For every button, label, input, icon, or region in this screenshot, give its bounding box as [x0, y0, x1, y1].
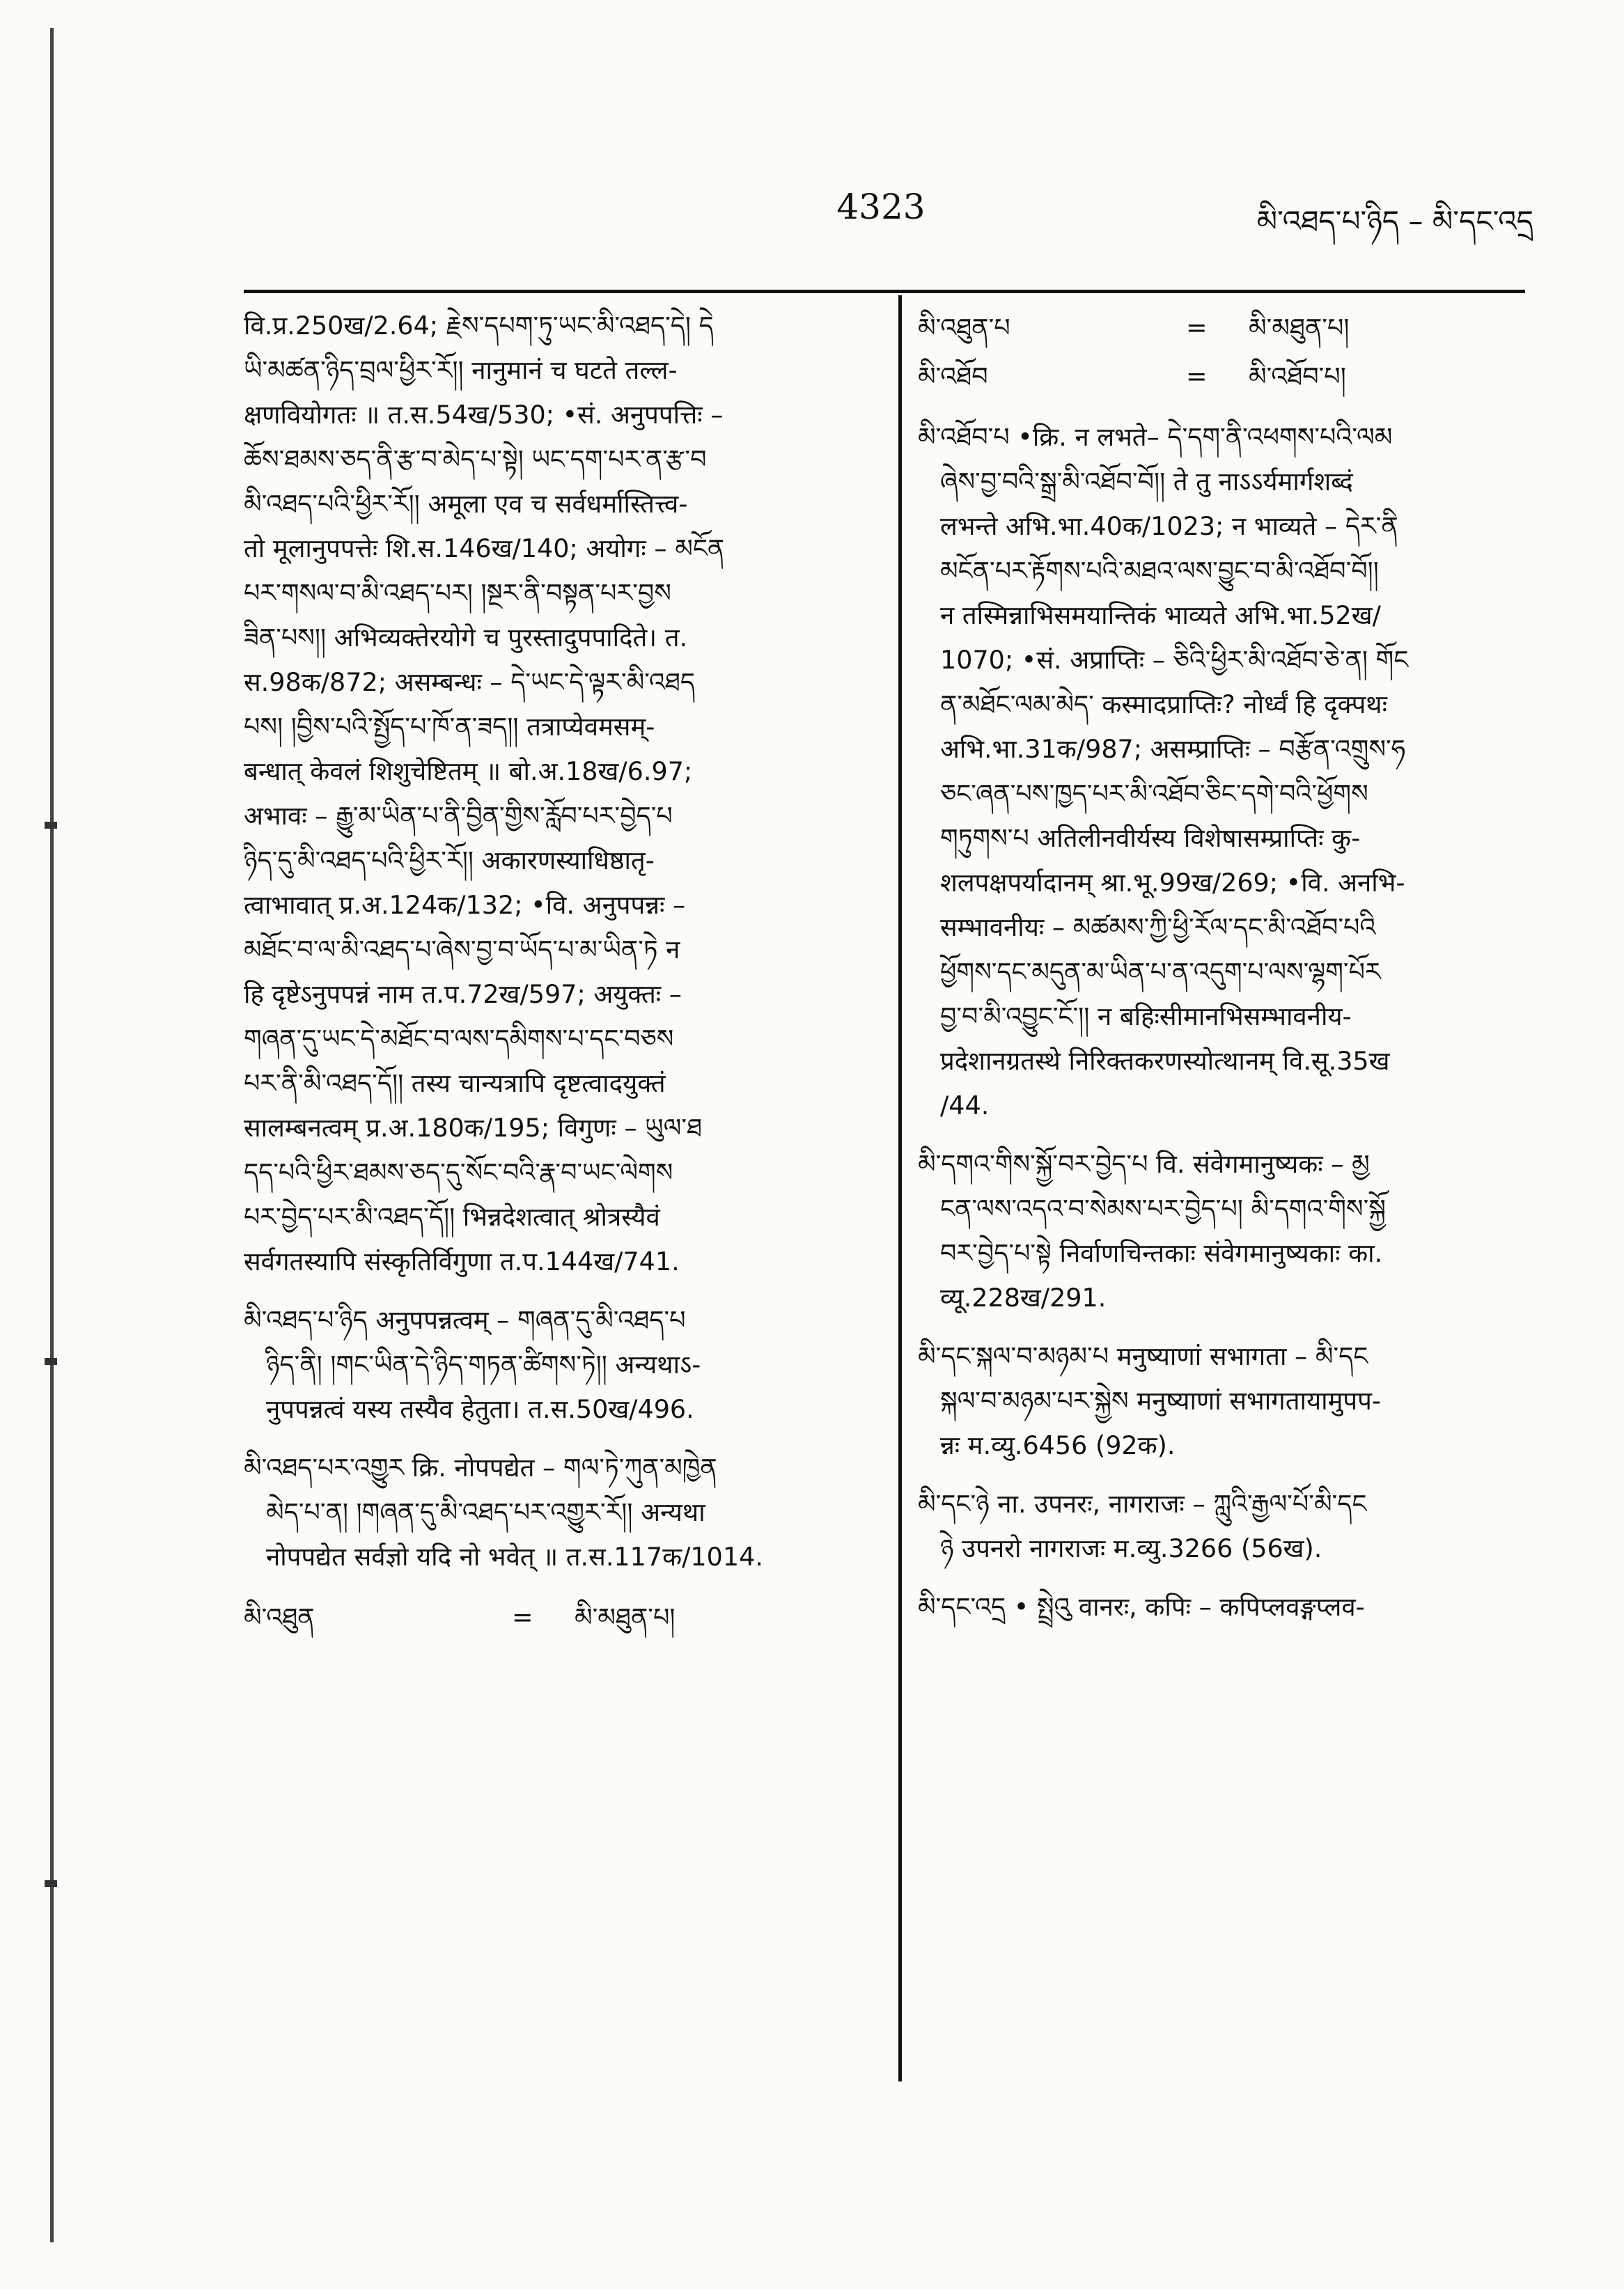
dictionary-entry [244, 1446, 883, 1579]
cross-ref-equals: = [512, 1602, 533, 1632]
text-line: ཆོས་ཐམས་ཅད་ནི་རྩ་བ་མེད་པ་སྟེ། ཡང་དག་པར་ན་རྩ་བ [244, 444, 707, 474]
binding-edge [50, 28, 54, 2242]
text-line: མངོན་པར་རྟོགས་པའི་མཐའ་ལས་བྱུང་བ་མི་འཐོབ་བོ།། [940, 556, 1379, 586]
text-line: लभन्ते अभि.भा.40क/1023; न भाव्यते – དེར་ནི [940, 511, 1398, 541]
running-head: མི་འཐད་པ་ཉིད – མི་དང་འདྲ [1256, 204, 1533, 238]
left-column [244, 304, 883, 1642]
cross-ref-target: མི་མཐུན་པ། [575, 1602, 676, 1632]
dictionary-entry [918, 1482, 1531, 1571]
text-line: त्वाभावात् प्र.अ.124क/132; •वि. अनुपपन्नः – [244, 890, 686, 920]
column-divider [898, 295, 902, 2081]
text-line: པར་ནི་མི་འཐད་དོ།། तस्य चान्यत्रापि दृष्टत्वादयुक्तं [244, 1068, 666, 1098]
entry-continuation [244, 304, 883, 1284]
text-line: व्यू.228ख/291. [940, 1283, 1107, 1313]
text-line: न तस्मिन्नाभिसमयान्तिकं भाव्यते अभि.भा.52ख/ [940, 600, 1381, 630]
binding-mark [45, 1880, 57, 1887]
text-line: अभि.भा.31क/987; असम्प्राप्तिः – བརྩོན་འགྲུས་ཧ [940, 734, 1406, 764]
text-line: ཡི་མཚན་ཉིད་བྲལ་ཕྱིར་རོ།། नानुमानं च घटते तल्ल- [244, 355, 678, 385]
text-line: नोपपद्येत सर्वज्ञो यदि नो भवेत् ॥ त.स.117क/1014. [266, 1542, 763, 1572]
page-number: 4323 [836, 187, 926, 227]
text-line: ཞེས་བྱ་བའི་སྒྲ་མི་འཐོབ་བོ།། ते तु नाऽऽर्यमार्गशब्दं [940, 467, 1353, 497]
text-line: པས། །བྱིས་པའི་སྤྱོད་པ་ཁོ་ན་ཟད།། तत्राप्येवमसम्- [244, 712, 655, 742]
cross-ref-target: མི་མཐུན་པ། [1249, 313, 1350, 343]
cross-ref-term: མི་འཐུན [244, 1602, 315, 1632]
cross-ref-target: མི་འཐོབ་པ། [1249, 361, 1346, 391]
text-line: མཐོང་བ་ལ་མི་འཐད་པ་ཞེས་བྱ་བ་ཡོད་པ་མ་ཡིན་ཏེ न [244, 935, 680, 964]
cross-reference [244, 1593, 883, 1642]
text-line: སྐལ་བ་མཉམ་པར་སྐྱེས मनुष्याणां सभागतायामुपप- [940, 1386, 1382, 1416]
text-line: 1070; •सं. अप्राप्तिः – ཅིའི་ཕྱིར་མི་འཐོབ་ཅེ་ན། གོང [940, 645, 1409, 675]
text-line: वि.प्र.250ख/2.64; རྗེས་དཔག་ཏུ་ཡང་མི་འཐད་དེ། དེ [244, 311, 714, 341]
cross-reference [918, 352, 1531, 401]
header-rule [244, 290, 1525, 293]
entry-headword-line: མི་འཐོབ་པ •क्रि. न लभते– དེ་དག་ནི་འཕགས་པའི་ལམ [918, 422, 1393, 452]
dictionary-entry [918, 1585, 1531, 1630]
text-line: अभावः – རྒྱུ་མ་ཡིན་པ་ནི་བྱིན་གྱིས་རློབ་པར་བྱེད་པ [244, 801, 673, 831]
cross-ref-equals: = [1186, 313, 1208, 343]
cross-reference [918, 304, 1531, 352]
text-line: ཟིན་པས།། अभिव्यक्तेरयोगे च पुरस्तादुपपादिते। त. [244, 623, 688, 653]
text-line: सालम्बनत्वम् प्र.अ.180क/195; विगुणः – ཡུལ་ཐ [244, 1113, 703, 1143]
text-line: /44. [940, 1091, 990, 1120]
right-column [918, 304, 1531, 1630]
text-line: ཉིད་དུ་མི་འཐད་པའི་ཕྱིར་རོ།། अकारणस्याधिष्ठातृ- [244, 845, 655, 875]
entry-headword-line: མི་འཐད་པ་ཉིད अनुपपन्नत्वम् – གཞན་དུ་མི་འཐད་པ [244, 1305, 686, 1335]
text-line: ཅང་ཞན་པས་ཁྱད་པར་མི་འཐོབ་ཅིང་དགེ་བའི་ཕྱོགས [940, 779, 1368, 808]
text-line: न्नः म.व्यु.6456 (92क). [940, 1430, 1176, 1460]
text-line: བར་བྱེད་པ་སྟེ निर्वाणचिन्तकाः संवेगमानुष्यकाः का. [940, 1238, 1383, 1268]
cross-ref-term: མི་འཐོབ [918, 361, 988, 391]
text-line: དད་པའི་ཕྱིར་ཐམས་ཅད་དུ་སོང་བའི་རྣ་བ་ཡང་ལེགས [244, 1157, 673, 1187]
entry-headword-line: མི་དང་ཉེ ना. उपनरः, नागराजः – ཀླུའི་རྒྱལ་པོ་མི་དང [918, 1489, 1367, 1519]
text-line: གཞན་དུ་ཡང་དེ་མཐོང་བ་ལས་དམིགས་པ་དང་བཅས [244, 1024, 674, 1054]
dictionary-entry [918, 415, 1531, 1128]
text-line: པར་གསལ་བ་མི་འཐད་པར། །སྔར་ནི་བསྟན་པར་བྱས [244, 578, 671, 608]
text-line: གཏུགས་པ अतिलीनवीर्यस्य विशेषासम्प्राप्तिः कु- [940, 823, 1361, 853]
text-line: བྱ་བ་མི་འབྱུང་ངོ་།། न बहिःसीमानभिसम्भावनीय- [940, 1001, 1352, 1031]
text-line: सम्भावनीयः – མཚམས་ཀྱི་ཕྱི་རོལ་དང་མི་འཐོབ་པའི [940, 912, 1376, 942]
text-line: ཕྱོགས་དང་མདུན་མ་ཡིན་པ་ན་འདུག་པ་ལས་ལྷག་པོར [940, 957, 1381, 987]
text-line: तो मूलानुपपत्तेः शि.स.146ख/140; अयोगः – མངོན [244, 533, 725, 563]
cross-ref-term: མི་འཐུན་པ [918, 313, 1010, 343]
entry-headword-line: མི་འཐད་པར་འགྱུར क्रि. नोपपद्येत – གལ་ཏེ་ཀུན་མཁྱེན [244, 1453, 717, 1483]
text-line: ཉེ उपनरो नागराजः म.व्यु.3266 (56ख). [940, 1533, 1322, 1563]
dictionary-entry [918, 1334, 1531, 1468]
text-line: प्रदेशानग्रतस्थे निरिक्तकरणस्योत्थानम् वि.सू.35ख [940, 1046, 1390, 1076]
dictionary-entry [244, 1298, 883, 1432]
text-line: शलपक्षपर्यादानम् श्रा.भू.99ख/269; •वि. अनभि- [940, 868, 1405, 898]
text-line: क्षणवियोगतः ॥ त.स.54ख/530; •सं. अनुपपत्तिः – [244, 400, 724, 430]
text-line: མེད་པ་ན། །གཞན་དུ་མི་འཐད་པར་འགྱུར་རོ།། अन्यथा [266, 1497, 705, 1527]
dictionary-entry [918, 1142, 1531, 1320]
entry-headword-line: མི་དགའ་གིས་སྐྱོ་བར་བྱེད་པ वि. संवेगमानुष्यकः – མྱ [918, 1149, 1370, 1179]
entry-headword-line: མི་དང་འདྲ • སྤྲེའུ वानरः, कपिः – कपिप्लवङ्गप्लव- [918, 1592, 1365, 1622]
entry-headword-line: མི་དང་སྐལ་བ་མཉམ་པ मनुष्याणां सभागता – མི་དང [918, 1341, 1368, 1371]
text-line: बन्धात् केवलं शिशुचेष्टितम् ॥ बो.अ.18ख/6.97; [244, 756, 693, 786]
text-line: ན་མཐོང་ལམ་མེད་ कस्मादप्राप्तिः? नोर्ध्वं हि दृक्पथः [940, 689, 1388, 719]
text-line: हि दृष्टेऽनुपपन्नं नाम त.प.72ख/597; अयुक्तः – [244, 979, 682, 1009]
text-line: स.98क/872; असम्बन्धः – དེ་ཡང་དེ་ལྟར་མི་འཐད [244, 667, 696, 697]
cross-ref-equals: = [1186, 361, 1208, 391]
text-line: ཉིད་ནི། །གང་ཡིན་དེ་ཉིད་གཏན་ཚིགས་ཏེ།། अन्यथाऽ- [266, 1350, 701, 1380]
text-line: नुपपन्नत्वं यस्य तस्यैव हेतुता। त.स.50ख/496. [266, 1394, 694, 1424]
text-line: ངན་ལས་འདའ་བ་སེམས་པར་བྱེད་པ། མི་དགའ་གིས་སྐྱོ [940, 1194, 1386, 1224]
text-line: མི་འཐད་པའི་ཕྱིར་རོ།། अमूला एव च सर्वधर्मास्तित्त्व- [244, 489, 688, 519]
binding-mark [45, 1358, 57, 1365]
text-line: པར་བྱེད་པར་མི་འཐད་དོ།། भिन्नदेशत्वात् श्रोत्रस्यैवं [244, 1202, 660, 1232]
binding-mark [45, 822, 57, 829]
text-line: सर्वगतस्यापि संस्कृतिर्विगुणा त.प.144ख/741. [244, 1247, 680, 1276]
